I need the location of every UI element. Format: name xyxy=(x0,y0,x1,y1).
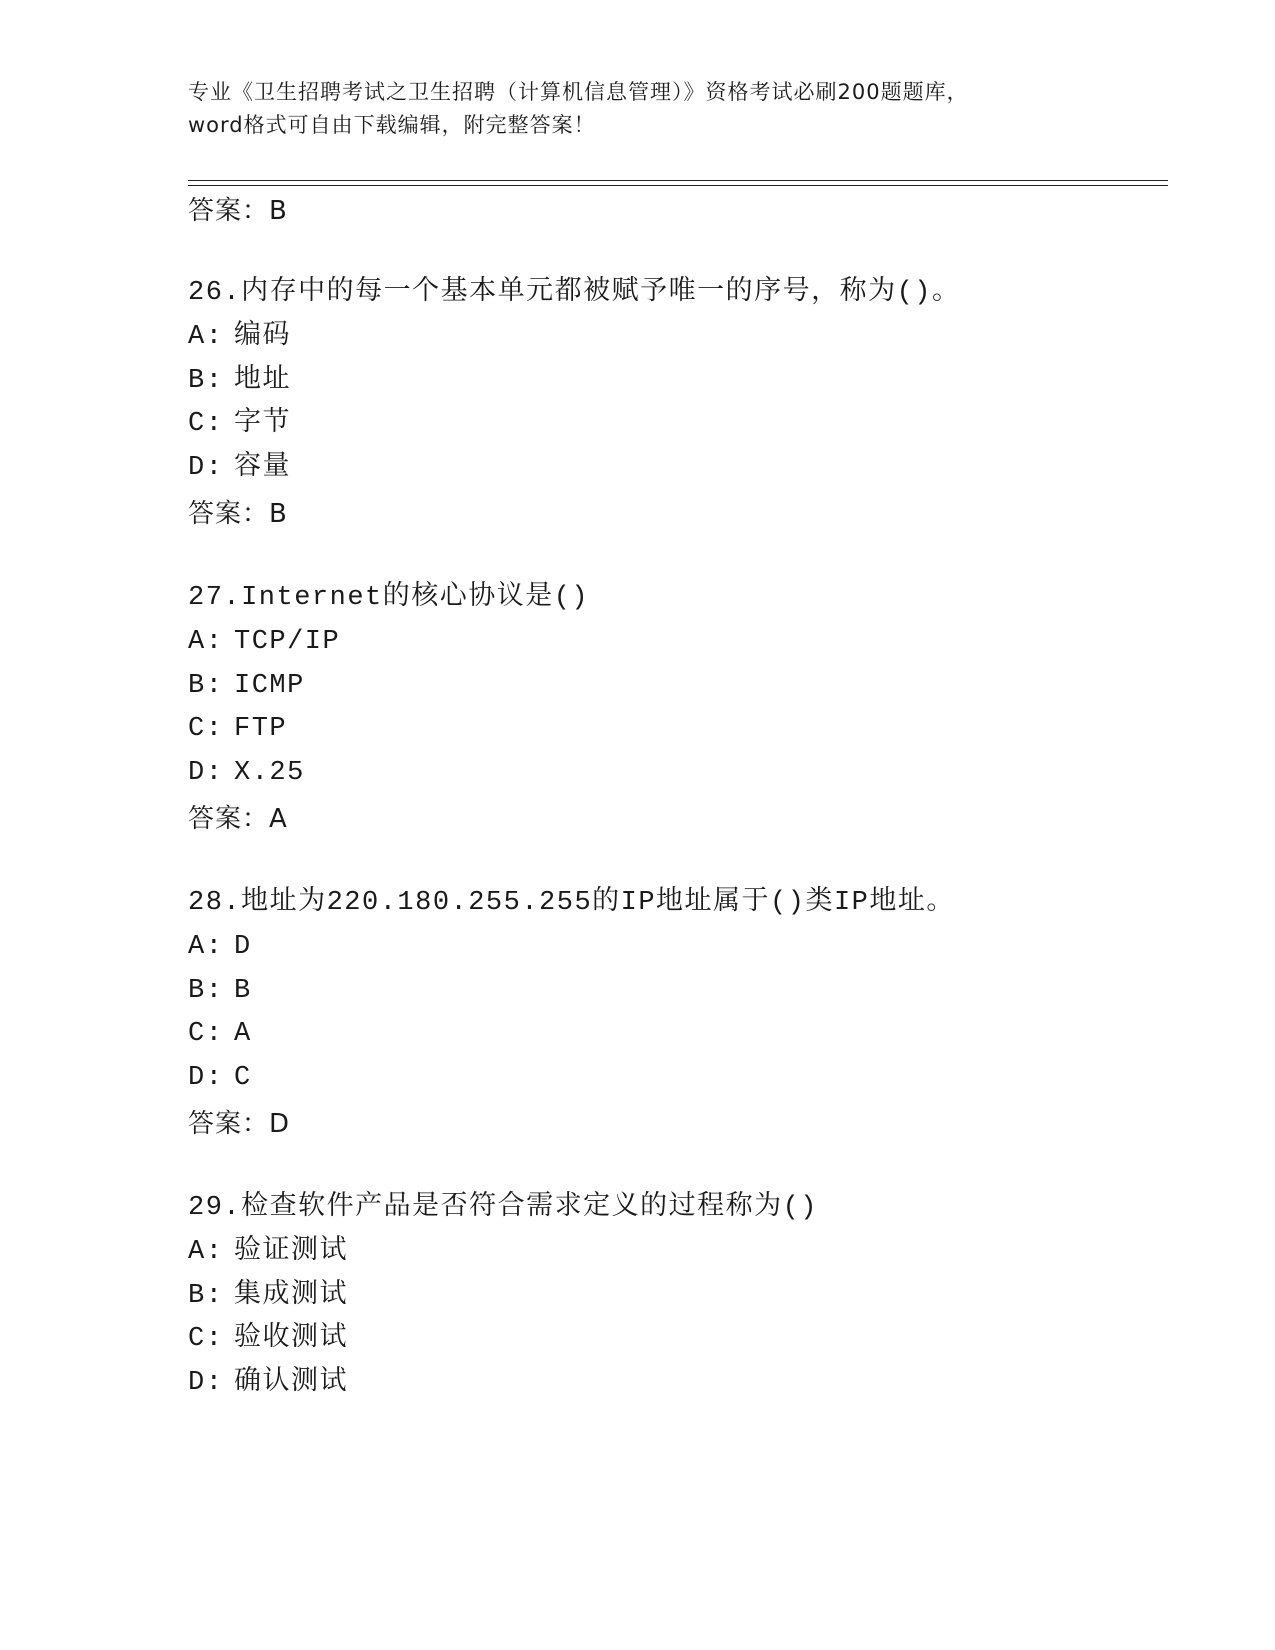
option-label: D: xyxy=(188,1368,224,1398)
option-label: B: xyxy=(188,1281,224,1311)
option-label: D: xyxy=(188,758,224,788)
question-27-option-c xyxy=(188,711,287,747)
answer-27: 答案：A xyxy=(188,804,288,834)
answer-28: 答案：D xyxy=(188,1109,291,1139)
question-29-option-b xyxy=(188,1278,348,1314)
question-26-option-b xyxy=(188,363,291,399)
question-27-option-d xyxy=(188,755,305,791)
question-27-option-a xyxy=(188,624,340,660)
answer-26: 答案：B xyxy=(188,499,288,529)
document-header xyxy=(188,76,1088,142)
question-26-option-d xyxy=(188,450,291,486)
option-label: B: xyxy=(188,976,224,1006)
header-divider-bottom xyxy=(188,185,1168,186)
option-text: TCP/IP xyxy=(234,627,341,657)
answer-prev: 答案：B xyxy=(188,196,288,226)
question-28-option-c xyxy=(188,1016,252,1052)
option-text: 编码 xyxy=(234,322,291,352)
option-text: 验证测试 xyxy=(234,1237,348,1267)
option-label: C: xyxy=(188,1324,224,1354)
question-29-text: 29.检查软件产品是否符合需求定义的过程称为() xyxy=(188,1193,819,1223)
question-28-option-a xyxy=(188,929,252,965)
option-text: 地址 xyxy=(234,366,291,396)
option-text: B xyxy=(234,976,252,1006)
option-label: A: xyxy=(188,932,224,962)
question-28-option-b xyxy=(188,973,252,1009)
question-26-option-a xyxy=(188,319,291,355)
option-text: 字节 xyxy=(234,409,291,439)
option-text: C xyxy=(234,1063,252,1093)
question-28-option-d xyxy=(188,1060,252,1096)
question-29-option-c xyxy=(188,1321,348,1357)
question-29-option-d xyxy=(188,1365,348,1401)
question-26-text: 26.内存中的每一个基本单元都被赋予唯一的序号，称为()。 xyxy=(188,278,961,308)
option-label: D: xyxy=(188,453,224,483)
question-28-text: 28.地址为220.180.255.255的IP地址属于()类IP地址。 xyxy=(188,888,955,918)
option-label: A: xyxy=(188,1237,224,1267)
option-text: 集成测试 xyxy=(234,1281,348,1311)
question-29-option-a xyxy=(188,1234,348,1270)
option-text: D xyxy=(234,932,252,962)
option-text: FTP xyxy=(234,714,288,744)
option-label: C: xyxy=(188,714,224,744)
option-text: 验收测试 xyxy=(234,1324,348,1354)
option-label: C: xyxy=(188,409,224,439)
question-27-option-b xyxy=(188,668,305,704)
option-text: 确认测试 xyxy=(234,1368,348,1398)
option-text: 容量 xyxy=(234,453,291,483)
option-text: ICMP xyxy=(234,671,305,701)
option-label: A: xyxy=(188,322,224,352)
question-26-option-c xyxy=(188,406,291,442)
option-label: B: xyxy=(188,366,224,396)
option-label: D: xyxy=(188,1063,224,1093)
question-27-text: 27.Internet的核心协议是() xyxy=(188,583,590,613)
option-label: C: xyxy=(188,1019,224,1049)
header-line-1: 专业《卫生招聘考试之卫生招聘（计算机信息管理）》资格考试必刷200题题库， xyxy=(188,80,969,104)
header-divider-top xyxy=(188,180,1168,181)
header-line-2: word格式可自由下载编辑，附完整答案！ xyxy=(188,113,596,137)
option-text: A xyxy=(234,1019,252,1049)
option-text: X.25 xyxy=(234,758,305,788)
option-label: B: xyxy=(188,671,224,701)
option-label: A: xyxy=(188,627,224,657)
